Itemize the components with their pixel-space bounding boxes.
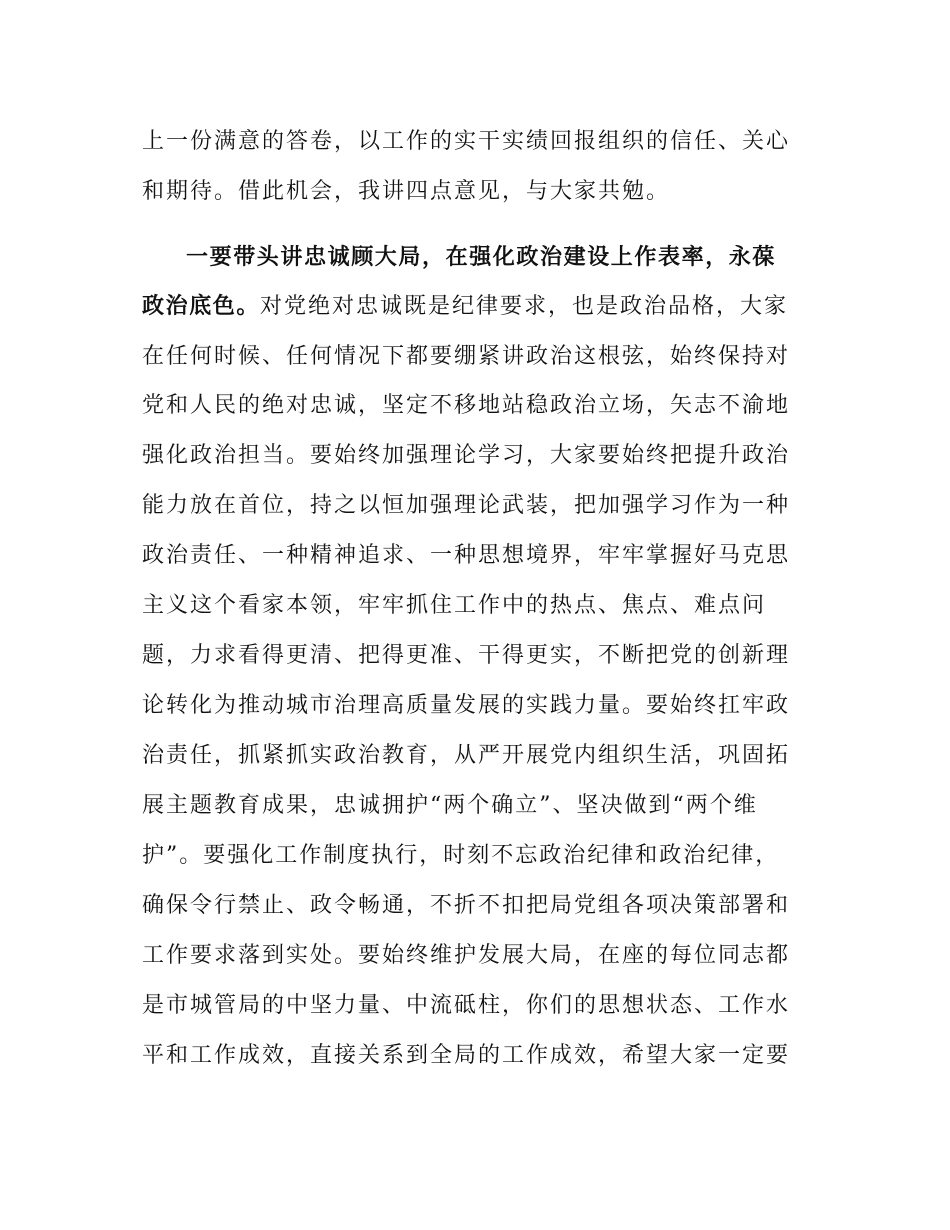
paragraph-line: 确保令行禁止、政令畅通，不折不扣把局党组各项决策部署和: [142, 893, 791, 918]
paragraph-text: 对党绝对忠诚既是纪律要求，也是政治品格，大家: [260, 294, 789, 319]
paragraph-line: 政治责任、一种精神追求、一种思想境界，牢牢掌握好马克思: [142, 543, 791, 568]
paragraph-line: 在任何时候、任何情况下都要绷紧讲政治这根弦，始终保持对: [142, 344, 791, 369]
paragraph-line: 是市城管局的中坚力量、中流砥柱，你们的思想状态、工作水: [142, 993, 791, 1018]
paragraph-line: 平和工作成效，直接关系到全局的工作成效，希望大家一定要: [142, 1043, 791, 1068]
paragraph-line: 和期待。借此机会，我讲四点意见，与大家共勉。: [142, 179, 671, 204]
paragraph-line: 主义这个看家本领，牢牢抓住工作中的热点、焦点、难点问: [142, 593, 767, 618]
paragraph-line: 论转化为推动城市治理高质量发展的实践力量。要始终扛牢政: [142, 693, 791, 718]
paragraph-line: 治责任，抓紧抓实政治教育，从严开展党内组织生活，巩固拓: [142, 743, 791, 768]
section-heading-end: 政治底色。: [142, 294, 261, 319]
paragraph-line: 工作要求落到实处。要始终维护发展大局，在座的每位同志都: [142, 943, 791, 968]
paragraph-line-mixed: [142, 287, 814, 327]
paragraph-line: 护”。要强化工作制度执行，时刻不忘政治纪律和政治纪律，: [142, 843, 780, 868]
paragraph-line: 强化政治担当。要始终加强理论学习，大家要始终把提升政治: [142, 443, 791, 468]
section-heading: 一要带头讲忠诚顾大局，在强化政治建设上作表率，永葆: [186, 245, 777, 270]
paragraph-line: 题，力求看得更清、把得更准、干得更实，不断把党的创新理: [142, 643, 791, 668]
paragraph-line: 上一份满意的答卷，以工作的实干实绩回报组织的信任、关心: [142, 129, 791, 154]
paragraph-line: 党和人民的绝对忠诚，坚定不移地站稳政治立场，矢志不渝地: [142, 393, 791, 418]
paragraph-line: 能力放在首位，持之以恒加强理论武装，把加强学习作为一种: [142, 493, 791, 518]
paragraph-line: 展主题教育成果，忠诚拥护“两个确立”、坚决做到“两个维: [142, 793, 758, 818]
